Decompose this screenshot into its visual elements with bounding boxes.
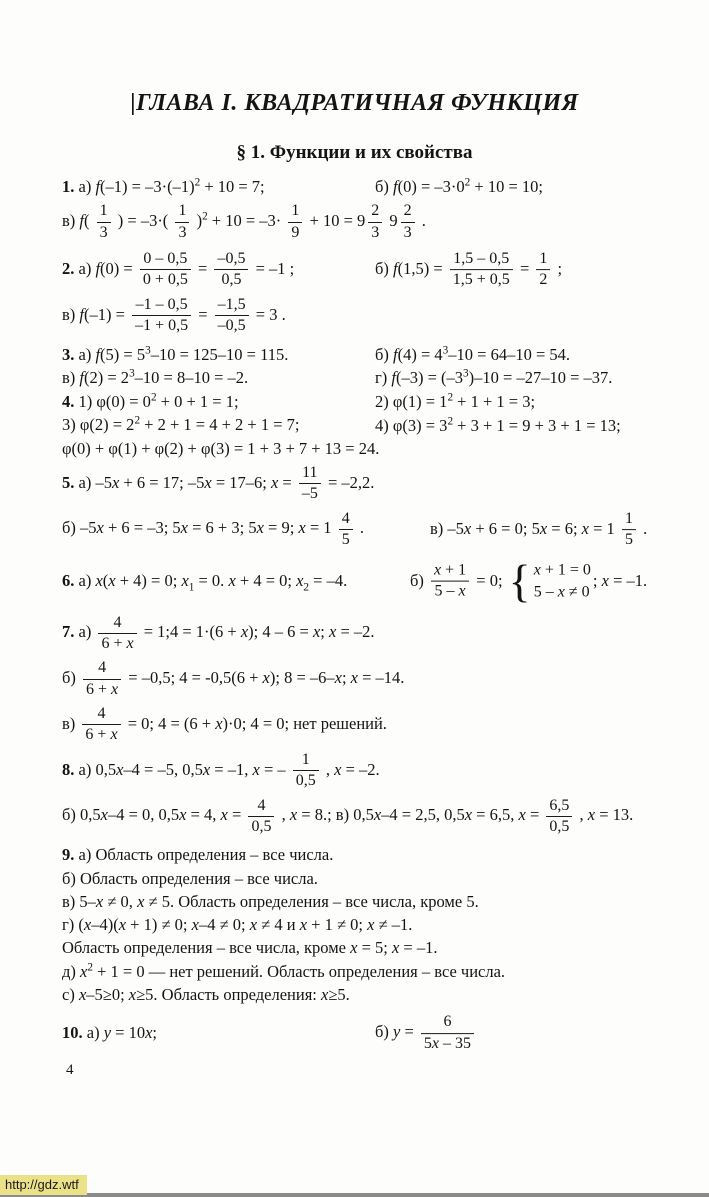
math-line: 4) $\varphi(3) = 3^2 + 3 + 1 = 9 + 3 + 1 = 13$; — [375, 414, 621, 435]
math-line: б) $\frac{4}{6 + x}$ = –0,5; 4 = -0,5(6 + x); 8 = –6–x; x = –14. — [62, 659, 405, 698]
fraction: $\frac{4}{5}$ — [339, 510, 353, 550]
fraction: $\frac{6,5}{0,5}$ — [546, 797, 572, 837]
math-line: г) $f(-3) = (-3^3)-10 = -27-10 = -37$. — [375, 367, 613, 387]
fraction: $\frac{11}{-5}$ — [299, 464, 321, 504]
system-line: 5 – x ≠ 0 — [533, 583, 590, 601]
math-line: 2. а) f(0) = $\frac{0 - 0,5}{0 + 0,5}$ = $\frac{-0,5}{0,5}$ = –1 ; — [62, 250, 295, 289]
math-line: в) $\frac{4}{6 + x}$ = 0; 4 = (6 + x)·0; 4 = 0; нет решений. — [62, 705, 387, 744]
item-4-line-3 — [62, 438, 705, 460]
item-3-line-1 — [62, 344, 705, 366]
math-line: 2) $\varphi(1) = 1^2 + 1 + 1 = 3$; — [375, 391, 536, 412]
item-2-line-1 — [62, 248, 705, 292]
math-line: 3. а) $f(5) = 5^3-10 = 125-10 = 115$. — [62, 344, 289, 364]
fraction: $\frac{2}{3}$ — [401, 202, 415, 242]
fraction: $\frac{1}{0,5}$ — [293, 751, 319, 791]
item-9-line-2 — [62, 868, 705, 890]
math-line: 3) $\varphi(2) = 2^2 + 2 + 1 = 4 + 2 + 1 = 7$; — [62, 414, 300, 435]
math-line: б) 0,5x–4 = 0, 0,5x = 4, x = $\frac{4}{0,5}$ , x = 8.; в) 0,5x–4 = 2,5, 0,5x = 6,5, x = $\frac{6,5}{0,5}$ , x = 13. — [62, 796, 634, 836]
chapter-title: |ГЛАВА I. КВАДРАТИЧНАЯ ФУНКЦИЯ — [130, 90, 579, 116]
fraction: $\frac{1}{5}$ — [622, 510, 636, 550]
item-7-line-3 — [62, 703, 705, 747]
math-line: б) $f(4) = 4^3-10 = 64-10 = 54$. — [375, 344, 571, 364]
math-line: 7. а) $\frac{4}{6 + x}$ = 1;4 = 1·(6 + x); 4 – 6 = x; x = –2. — [62, 613, 375, 652]
fraction: $\frac{x + 1}{5 - x}$ — [431, 562, 469, 602]
item-1-line-2 — [62, 200, 705, 244]
item-9-line-5 — [62, 937, 705, 959]
item-3-line-2 — [62, 367, 705, 389]
fraction: $\frac{4}{6 + x}$ — [83, 659, 121, 699]
math-line: в) f(–1) = $\frac{-1 - 0,5}{-1 + 0,5}$ = $\frac{-1,5}{-0,5}$ = 3 . — [62, 295, 286, 335]
item-4-line-1 — [62, 391, 705, 413]
item-2-line-2 — [62, 294, 705, 338]
equation-system — [508, 555, 591, 607]
watermark-url: http://gdz.wtf — [0, 1175, 87, 1195]
item-10-line-1 — [62, 1010, 705, 1056]
fraction: $\frac{0 - 0,5}{0 + 0,5}$ — [140, 250, 191, 290]
math-line: в) 5–x ≠ 0, x ≠ 5. Область определения – все числа, кроме 5. — [62, 891, 479, 911]
solutions-list — [62, 176, 705, 1056]
fraction: $\frac{4}{6 + x}$ — [98, 614, 136, 654]
item-5-line-1 — [62, 462, 705, 506]
fraction: $\frac{6}{5x - 35}$ — [421, 1013, 474, 1053]
page-number: 4 — [66, 1062, 74, 1078]
math-line: б) $f(0) = -3\cdot 0^2 + 10 = 10$; — [375, 176, 543, 196]
fraction: $\frac{-1 - 0,5}{-1 + 0,5}$ — [132, 296, 191, 336]
system-line: x + 1 = 0 — [533, 561, 591, 579]
fraction: $\frac{-0,5}{0,5}$ — [214, 250, 248, 290]
fraction: $\frac{1}{3}$ — [97, 202, 111, 242]
item-8-line-2 — [62, 795, 705, 839]
math-line: в) f( $\frac{1}{3}$ ) = –3·( $\frac{1}{3}$ )$^2$ + 10 = –3· $\frac{1}{9}$ + 10 = 9 $\frac{2}{3}$ 9 $\frac{2}{3}$ . — [62, 202, 426, 241]
fraction: $\frac{1,5 - 0,5}{1,5 + 0,5}$ — [450, 250, 513, 290]
fraction: $\frac{2}{3}$ — [368, 202, 382, 242]
item-9-line-3 — [62, 891, 705, 913]
item-1-line-1 — [62, 176, 705, 198]
math-line: б) Область определения – все числа. — [62, 868, 318, 888]
fraction: $\frac{-1,5}{-0,5}$ — [215, 296, 249, 336]
item-6-line-1 — [62, 556, 705, 608]
math-line: 8. а) 0,5x–4 = –5, 0,5x = –1, x = – $\frac{1}{0,5}$ , x = –2. — [62, 750, 380, 790]
math-line: 9. а) Область определения – все числа. — [62, 845, 334, 865]
fraction: $\frac{1}{9}$ — [288, 202, 302, 242]
math-line: г) (x–4)(x + 1) ≠ 0; x–4 ≠ 0; x ≠ 4 и x + 1 ≠ 0; x ≠ –1. — [62, 915, 413, 935]
math-line: 1. а) $f(-1) = -3\cdot(-1)^2 + 10 = 7$; — [62, 176, 265, 196]
fraction: $\frac{1}{2}$ — [536, 250, 550, 290]
math-line: в) –5x + 6 = 0; 5x = 6; x = 1 $\frac{1}{5}$ . — [430, 509, 648, 549]
math-line: б) f(1,5) = $\frac{1,5 - 0,5}{1,5 + 0,5}$ = $\frac{1}{2}$ ; — [375, 250, 563, 289]
item-7-line-2 — [62, 657, 705, 701]
item-5-line-2 — [62, 508, 705, 552]
fraction: $\frac{4}{6 + x}$ — [82, 705, 120, 745]
math-line: Область определения – все числа, кроме x = 5; x = –1. — [62, 938, 438, 958]
item-8-line-1 — [62, 749, 705, 793]
scan-edge-strip — [0, 1193, 709, 1197]
item-9-line-6 — [62, 961, 705, 983]
item-9-line-4 — [62, 914, 705, 936]
math-line: д) $x^2 + 1 = 0$ — нет решений. Область определения – все числа. — [62, 961, 506, 981]
math-line: с) x–5≥0; x≥5. Область определения: x≥5. — [62, 985, 350, 1004]
item-9-line-7 — [62, 984, 705, 1006]
math-line: 4. 1) $\varphi(0) = 0^2 + 0 + 1 = 1$; — [62, 391, 239, 412]
math-line: φ(0) + φ(1) + φ(2) + φ(3) = 1 + 3 + 7 + 13 = 24. — [62, 438, 380, 458]
item-4-line-2 — [62, 414, 705, 436]
math-line: 10. а) y = 10x; — [62, 1023, 158, 1043]
brace-icon: { — [508, 555, 531, 607]
system-lines — [534, 559, 591, 604]
math-line: б) $\frac{x + 1}{5 - x}$ = 0; { x + 1 = 0 5 – x ≠ 0 ; x = –1. — [410, 555, 648, 607]
math-line: 6. а) x(x + 4) = 0; $x_1 = 0$. x + 4 = 0; $x_2 = -4$. — [62, 571, 348, 594]
math-line: в) $f(2) = 2^3-10 = 8-10 = -2$. — [62, 367, 249, 387]
fraction: $\frac{1}{3}$ — [175, 202, 189, 242]
math-line: б) –5x + 6 = –3; 5x = 6 + 3; 5x = 9; x = 1 $\frac{4}{5}$ . — [62, 509, 364, 549]
item-9-line-1 — [62, 844, 705, 866]
item-7-line-1 — [62, 612, 705, 656]
math-line: 5. а) –5x + 6 = 17; –5x = 17–6; x = $\frac{11}{-5}$ = –2,2. — [62, 463, 375, 503]
math-line: б) y = $\frac{6}{5x - 35}$ — [375, 1011, 477, 1055]
fraction: $\frac{4}{0,5}$ — [248, 797, 274, 837]
section-title: § 1. Функции и их свойства — [236, 142, 473, 163]
